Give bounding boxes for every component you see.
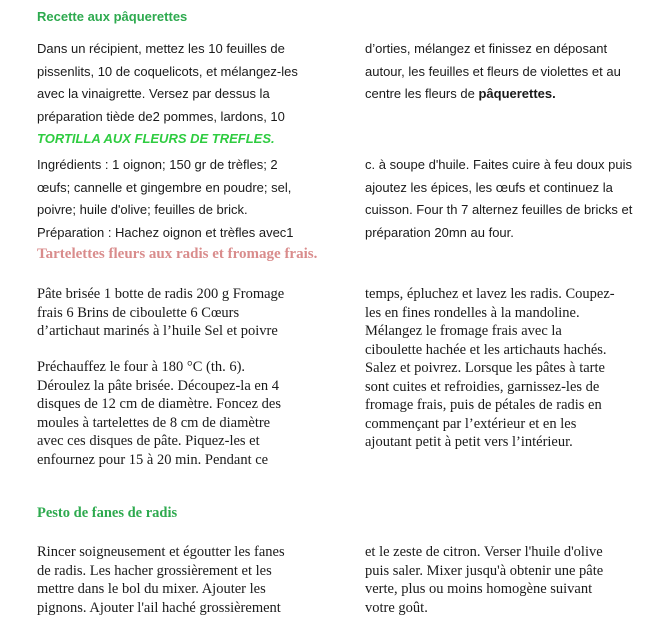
recipe1-left-line: avec la vinaigrette. Versez par dessus la: [37, 86, 270, 101]
recipe3-left-steps: [37, 358, 281, 469]
recipe3-right-line: Mélangez le fromage frais avec la: [365, 323, 562, 339]
recipe4-left-line: mettre dans le bol du mixer. Ajouter les: [37, 581, 266, 597]
recipe1-left-line: pissenlits, 10 de coquelicots, et mélangez-les: [37, 63, 298, 79]
recipe1-right-last-prefix: centre les fleurs de: [365, 86, 479, 101]
recipe2-left-column: [37, 154, 294, 244]
recipe4-left-line: Rincer soigneusement et égoutter les fanes: [37, 544, 285, 560]
recipe3-left-step-line: disques de 12 cm de diamètre. Foncez des: [37, 396, 282, 412]
recipe1-right-line: d’orties, mélangez et finissez en déposant: [365, 41, 608, 56]
recipe3-left-step-line: Préchauffez le four à 180 °C (th. 6).: [37, 359, 246, 375]
recipe2-left-line: Préparation : Hachez oignon et trèfles avec1: [37, 224, 294, 240]
recipe2-right-line: cuisson. Four th 7 alternez feuilles de bricks et: [365, 202, 633, 217]
recipe3-right-line: ajoutant petit à petit vers l’intérieur.: [365, 434, 573, 450]
recipe2-right-line: préparation 20mn au four.: [365, 224, 514, 240]
recipe1-highlight-title: TORTILLA AUX FLEURS DE TREFLES.: [37, 131, 275, 146]
recipe3-right-line: les en fines rondelles à la mandoline.: [365, 304, 580, 321]
recipe3-left-ingredients: [37, 285, 284, 341]
recipe4-right-column: [365, 543, 603, 617]
recipe1-right-last-bold: pâquerettes.: [478, 86, 556, 101]
recipe3-left-step-line: enfournez pour 15 à 20 min. Pendant ce: [37, 451, 269, 468]
recipe4-right-line: puis saler. Mixer jusqu'à obtenir une pâte: [365, 562, 604, 579]
recipe4-left-line: pignons. Ajouter l'ail haché grossièrement: [37, 599, 281, 616]
recipe4-right-line: votre goût.: [365, 599, 428, 616]
recipe1-left-line: préparation tiède de2 pommes, lardons, 10: [37, 108, 285, 124]
recipe3-left-step-line: avec ces disques de pâte. Piquez-les et: [37, 433, 260, 449]
recipe3-right-line: fromage frais, puis de pétales de radis en: [365, 397, 602, 413]
recipe1-right-column: [365, 38, 621, 106]
recipe2-right-line: c. à soupe d'huile. Faites cuire à feu doux puis: [365, 157, 632, 172]
recipe4-left-column: [37, 543, 285, 617]
recipe1-left-column: [37, 38, 298, 151]
recipe3-left-step-line: moules à tartelettes de 8 cm de diamètre: [37, 414, 271, 431]
recipe3-right-line: temps, épluchez et lavez les radis. Coupez-: [365, 286, 615, 302]
recipe2-right-line: ajoutez les épices, les œufs et continuez la: [365, 179, 613, 195]
recipe3-left-line: d’artichaut marinés à l’huile Sel et poivre: [37, 323, 278, 339]
recipe3-right-line: Salez et poivrez. Lorsque les pâtes à tarte: [365, 360, 605, 376]
recipe1-right-line-last: [365, 83, 621, 106]
recipe3-left-line: frais 6 Brins de ciboulette 6 Cœurs: [37, 304, 240, 321]
recipe4-left-line: de radis. Les hacher grossièrement et les: [37, 562, 272, 579]
recipe2-left-line: Ingrédients : 1 oignon; 150 gr de trèfles; 2: [37, 157, 278, 172]
recipe3-right-line: ciboulette hachée et les artichauts hachés.: [365, 341, 607, 358]
recipe2-right-column: [365, 154, 632, 244]
recipe3-right-line: sont cuites et refroidies, garnissez-les de: [365, 378, 600, 395]
recipe1-left-line: Dans un récipient, mettez les 10 feuilles de: [37, 41, 285, 56]
recipe3-left-step-line: Déroulez la pâte brisée. Découpez-la en 4: [37, 377, 279, 394]
recipe4-title: Pesto de fanes de radis: [37, 505, 178, 521]
recipe2-left-line: œufs; cannelle et gingembre en poudre; sel,: [37, 179, 292, 195]
recipe4-right-line: verte, plus ou moins homogène suivant: [365, 581, 593, 597]
recipe3-left-line: Pâte brisée 1 botte de radis 200 g Fromage: [37, 286, 285, 302]
recipe2-left-line: poivre; huile d'olive; feuilles de brick.: [37, 202, 248, 217]
recipe3-right-line: commençant par l’extérieur et en les: [365, 415, 577, 432]
recipe1-title: Recette aux pâquerettes: [37, 9, 188, 24]
recipe3-right-column: [365, 285, 615, 452]
recipe3-title: Tartelettes fleurs aux radis et fromage frais.: [37, 246, 318, 262]
recipe1-right-line: autour, les feuilles et fleurs de violettes et au: [365, 63, 621, 79]
recipe4-right-line: et le zeste de citron. Verser l'huile d'olive: [365, 544, 603, 560]
